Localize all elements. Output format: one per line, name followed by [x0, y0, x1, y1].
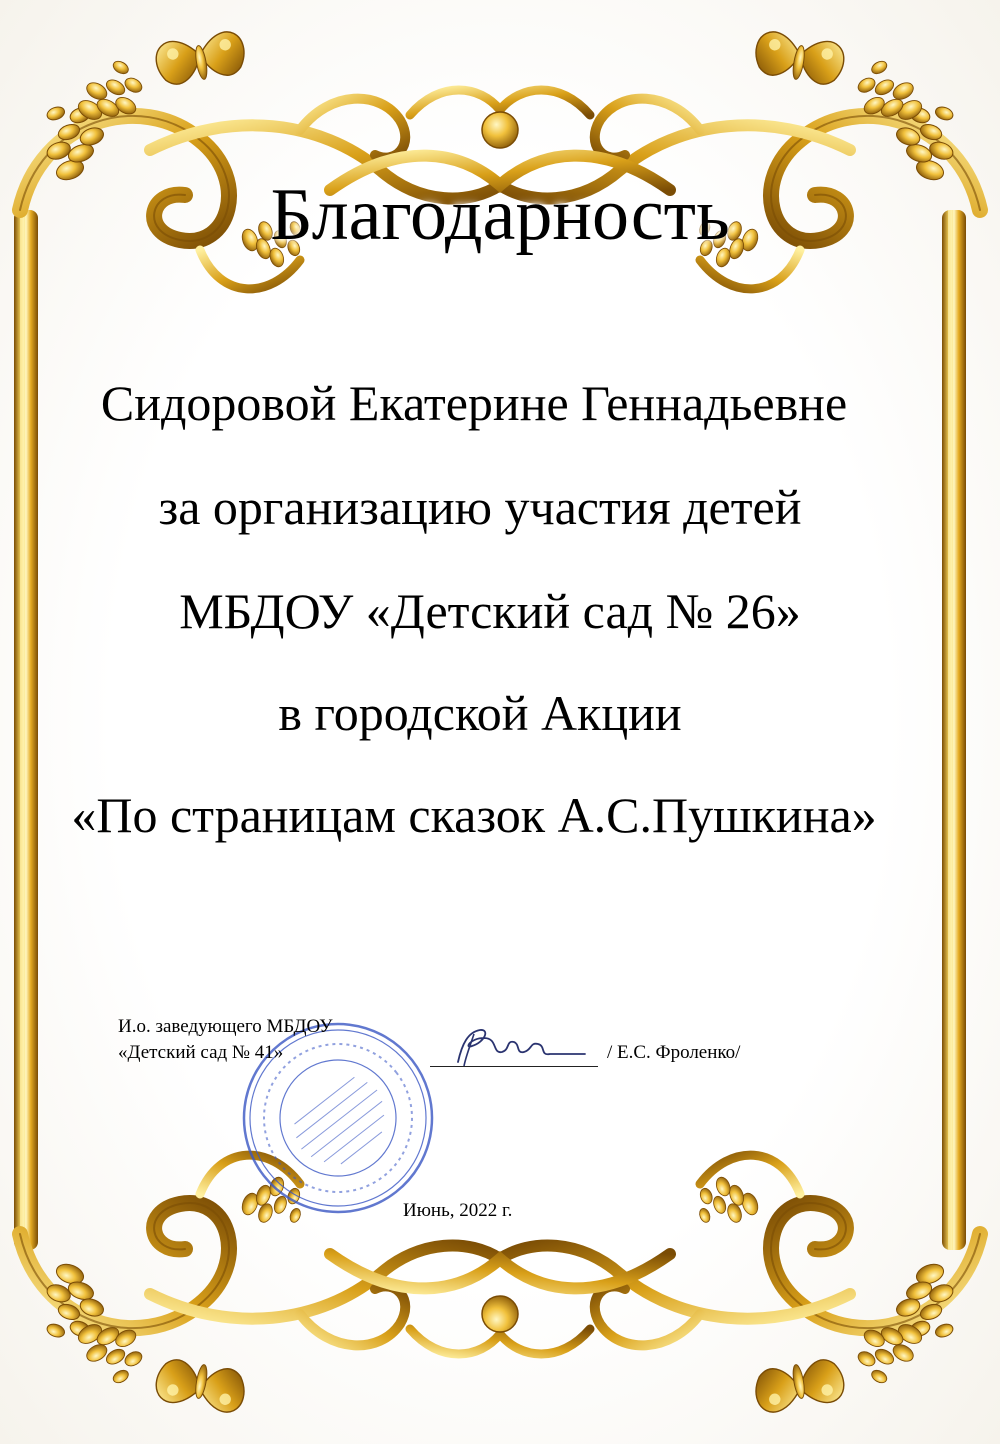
certificate-title: Благодарность [270, 174, 730, 256]
institution-line: МБДОУ «Детский сад № 26» [179, 583, 801, 639]
signatory-name: / Е.С. Фроленко/ [607, 1042, 741, 1063]
signature-line [430, 1066, 598, 1067]
event-line: в городской Акции [278, 685, 682, 741]
signatory-position: И.о. заведующего МБДОУ [118, 1016, 333, 1037]
signatory-organization: «Детский сад № 41» [118, 1042, 284, 1063]
reason-line: за организацию участия детей [158, 479, 802, 535]
issue-date: Июнь, 2022 г. [403, 1200, 513, 1221]
recipient-name: Сидоровой Екатерине Геннадьевне [100, 375, 848, 431]
event-title-line: «По страницам сказок А.С.Пушкина» [71, 787, 877, 843]
